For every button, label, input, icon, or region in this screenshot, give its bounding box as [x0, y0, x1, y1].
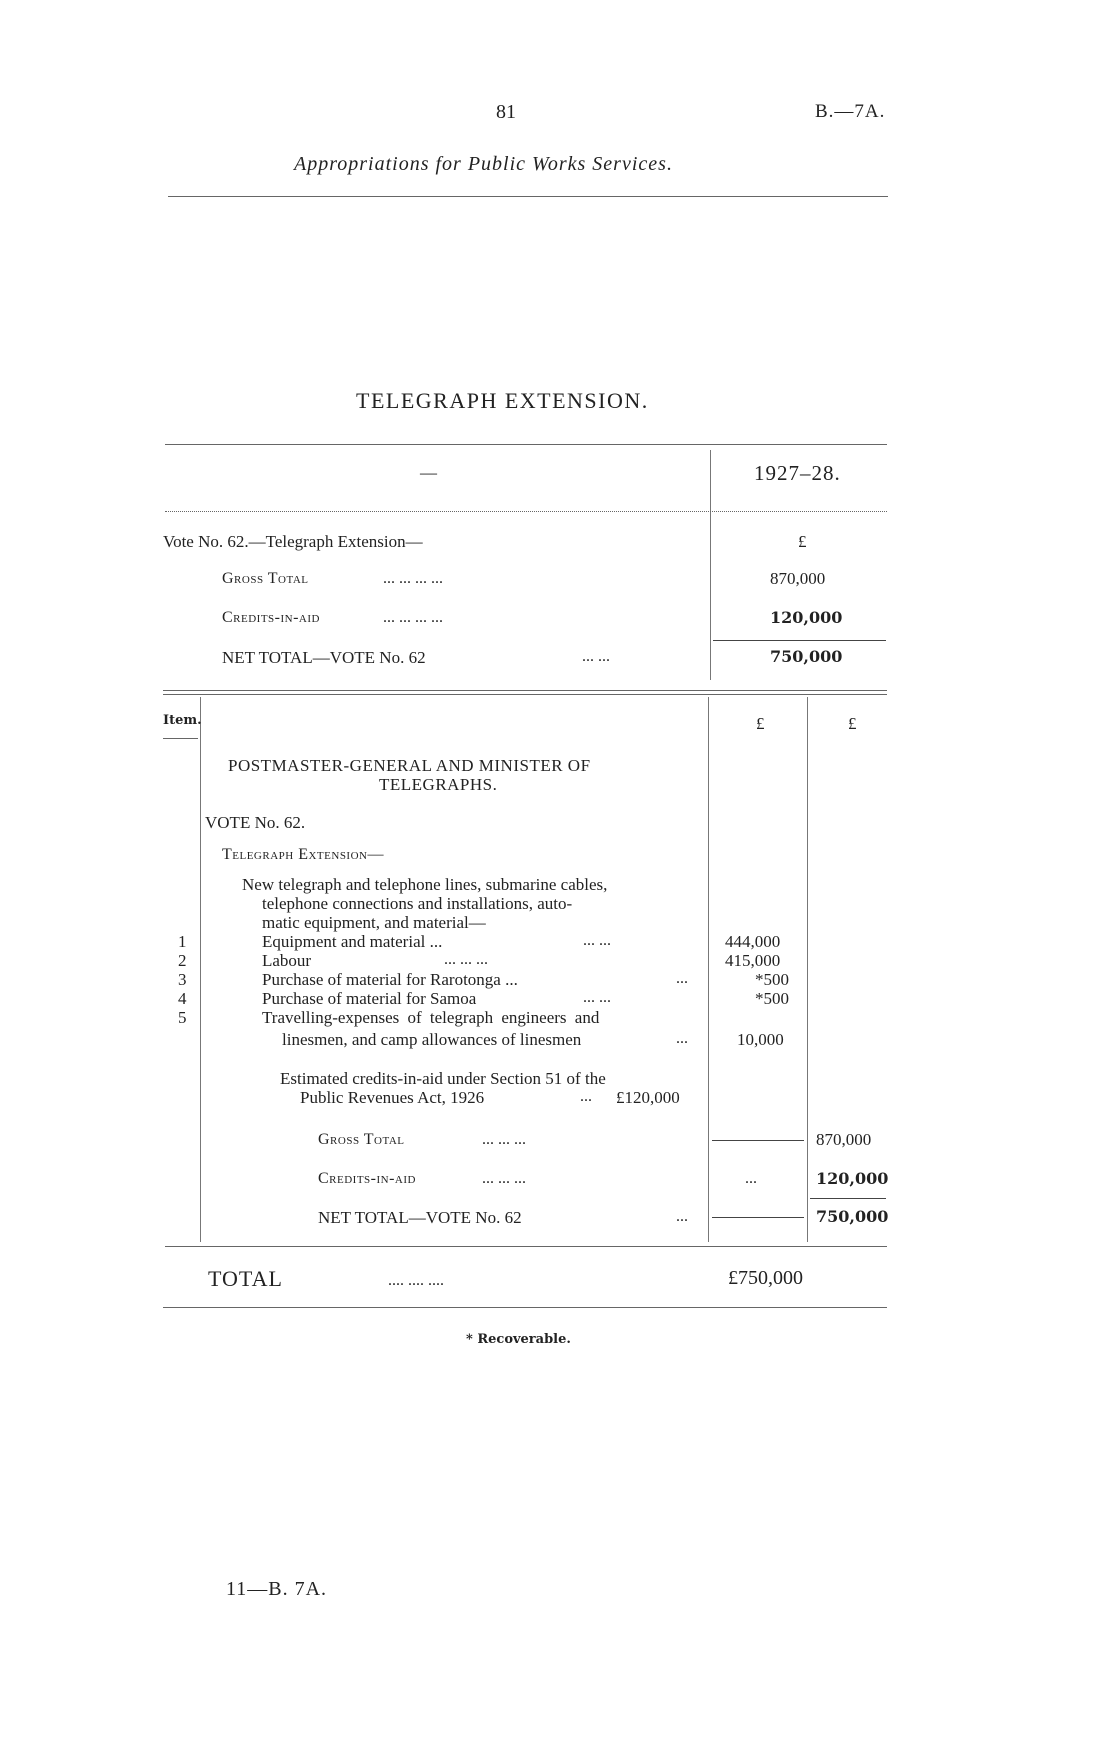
item-leaders: ... [676, 1030, 688, 1047]
detail-intro-line2: telephone connections and installations, auto- [262, 894, 573, 913]
detail-net-leaders: ... [676, 1208, 688, 1225]
item-leaders: ... ... ... [444, 951, 488, 968]
grand-total-label: TOTAL [208, 1266, 283, 1291]
item-leaders: ... ... [583, 989, 611, 1006]
section-title: TELEGRAPH EXTENSION. [356, 388, 649, 413]
grand-total-value: £750,000 [728, 1267, 803, 1289]
detail-divider-item [200, 697, 201, 1242]
summary-currency: £ [798, 532, 807, 551]
detail-sub-heading: Telegraph Extension— [222, 846, 384, 863]
item-amount: *500 [755, 989, 789, 1008]
document-code: B.—7A. [815, 101, 886, 122]
item-number: 4 [178, 989, 187, 1008]
detail-sum-rule [810, 1198, 886, 1199]
item-amount: 444,000 [725, 932, 781, 951]
detail-gross-rule [712, 1140, 804, 1141]
summary-net-value: 750,000 [770, 647, 843, 666]
detail-divider-2 [807, 697, 808, 1242]
item-amount: *500 [755, 970, 789, 989]
summary-header-rule [165, 511, 887, 512]
detail-intro-line1: New telegraph and telephone lines, submarine cables, [242, 875, 608, 894]
item-amount: 10,000 [737, 1030, 784, 1049]
detail-credits-value: 120,000 [816, 1169, 889, 1188]
grand-total-rule [163, 1307, 887, 1308]
detail-currency-1: £ [756, 714, 765, 733]
credits-note-line1: Estimated credits-in-aid under Section 51 of the [280, 1069, 606, 1088]
summary-gross-leaders: ... ... ... ... [383, 570, 443, 587]
detail-net-rule [712, 1217, 804, 1218]
summary-gross-value: 870,000 [770, 569, 826, 588]
item-leaders: ... [676, 970, 688, 987]
footnote: * Recoverable. [466, 1332, 571, 1347]
summary-dash-header: — [420, 463, 437, 482]
detail-intro-line3: matic equipment, and material— [262, 913, 486, 932]
item-number: 2 [178, 951, 187, 970]
credits-note-leaders: ... [580, 1088, 592, 1105]
item-number: 3 [178, 970, 187, 989]
summary-vote-line: Vote No. 62.—Telegraph Extension— [163, 532, 423, 551]
item-text: Purchase of material for Rarotonga ... [262, 970, 518, 989]
item-amount: 415,000 [725, 951, 781, 970]
item-header-rule [163, 738, 198, 739]
item-text: Travelling-expenses of telegraph engineers and [262, 1008, 600, 1027]
summary-net-leaders: ... ... [582, 648, 610, 665]
detail-heading-line1: POSTMASTER-GENERAL AND MINISTER OF [228, 756, 591, 775]
summary-sum-rule [713, 640, 886, 641]
detail-heading-line2: TELEGRAPHS. [379, 775, 498, 794]
detail-credits-leaders: ... ... ... [482, 1170, 526, 1187]
summary-year-header: 1927–28. [754, 461, 841, 485]
detail-top-rule [163, 690, 887, 691]
summary-credits-leaders: ... ... ... ... [383, 609, 443, 626]
detail-bottom-rule [165, 1246, 887, 1247]
credits-note-line2: Public Revenues Act, 1926 [300, 1088, 485, 1107]
item-text: Equipment and material ... [262, 932, 443, 951]
item-number: 1 [178, 932, 187, 951]
item-leaders: ... ... [583, 932, 611, 949]
item-text-continued: linesmen, and camp allowances of linesmen [282, 1030, 582, 1049]
detail-top-rule-2 [163, 694, 887, 695]
grand-total-leaders: .... .... .... [388, 1272, 444, 1289]
detail-credits-mid: ... [745, 1170, 757, 1187]
page-subtitle: Appropriations for Public Works Services. [294, 153, 673, 175]
summary-credits-value: 120,000 [770, 608, 843, 627]
summary-top-rule [165, 444, 887, 445]
summary-net-label: NET TOTAL—VOTE No. 62 [222, 648, 426, 667]
credits-note-amount: £120,000 [616, 1088, 680, 1107]
detail-gross-leaders: ... ... ... [482, 1131, 526, 1148]
detail-currency-2: £ [848, 714, 857, 733]
summary-divider [710, 450, 711, 680]
detail-gross-label: Gross Total [318, 1131, 405, 1148]
item-column-header: Item. [163, 713, 202, 728]
detail-net-label: NET TOTAL—VOTE No. 62 [318, 1208, 522, 1227]
detail-net-value: 750,000 [816, 1207, 889, 1226]
page-number: 81 [496, 101, 516, 123]
detail-vote: VOTE No. 62. [205, 813, 306, 832]
detail-gross-value: 870,000 [816, 1130, 872, 1149]
item-number: 5 [178, 1008, 187, 1027]
detail-credits-label: Credits-in-aid [318, 1170, 416, 1187]
footer-signature: 11—B. 7A. [226, 1578, 328, 1600]
header-rule [168, 196, 888, 197]
item-text: Purchase of material for Samoa [262, 989, 477, 1008]
detail-divider-1 [708, 697, 709, 1242]
item-text: Labour [262, 951, 312, 970]
summary-gross-label: Gross Total [222, 570, 309, 587]
summary-credits-label: Credits-in-aid [222, 609, 320, 626]
